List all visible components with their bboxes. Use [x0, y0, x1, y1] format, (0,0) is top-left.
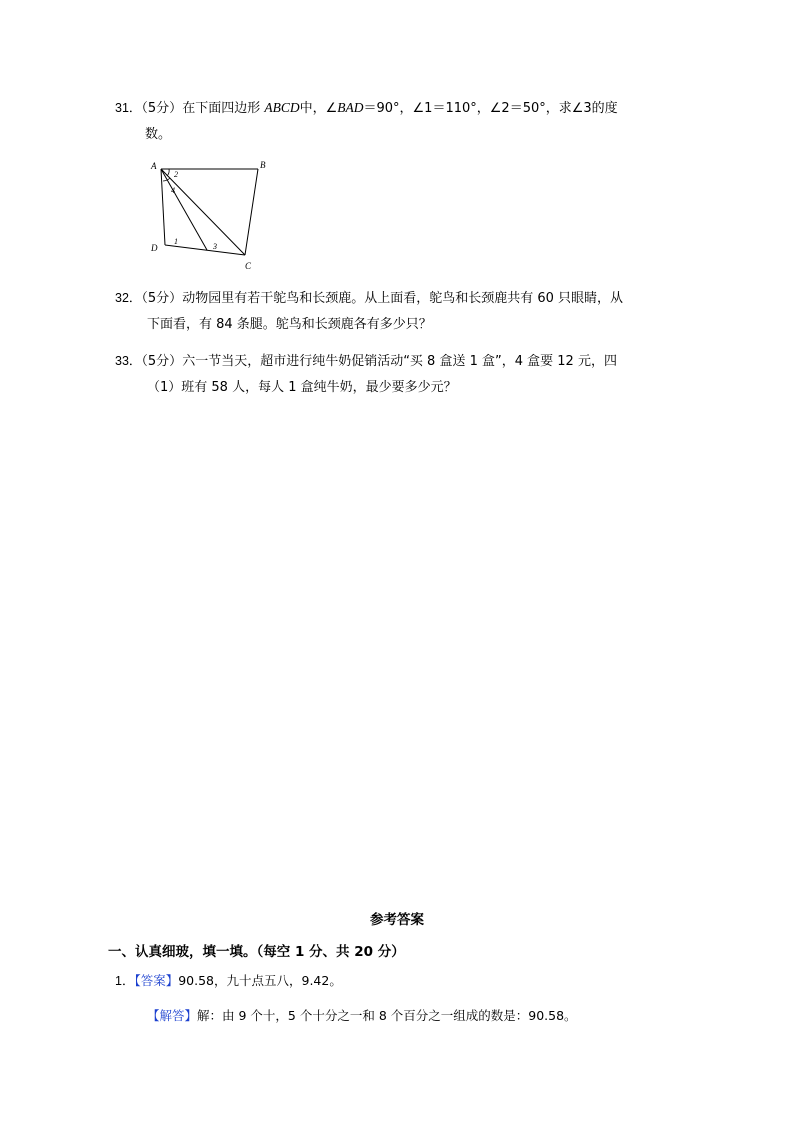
question-33: [115, 348, 680, 400]
question-31-text-line2: 数。: [145, 127, 172, 142]
answer-item-1: [115, 968, 685, 994]
question-31: [115, 95, 680, 278]
question-31-score: （5分）: [141, 101, 183, 116]
label-3: 3: [213, 242, 217, 251]
answers-title: 参考答案: [370, 912, 424, 928]
answer-1-explain-text: 解：由 9 个十，5 个十分之一和 8 个百分之一组成的数是：90.58。: [197, 1008, 577, 1023]
label-1: 1: [174, 237, 178, 246]
question-31-line-2: [115, 121, 680, 147]
question-33-score: （5分）: [141, 354, 183, 369]
question-33-line-2: [115, 374, 680, 400]
question-31-text-c: ＝90°，∠1＝110°，∠2＝50°，求∠3的度: [363, 101, 618, 116]
answer-1-text: 90.58，九十点五八，9.42。: [178, 973, 342, 988]
label-2: 2: [174, 170, 178, 179]
question-33-line-1: [115, 348, 680, 374]
answers-section-heading: 一、认真细玻，填一填。（每空 1 分、共 20 分）: [108, 944, 405, 960]
question-31-italic-bad: BAD: [337, 100, 364, 115]
question-31-number: 31．: [115, 101, 142, 115]
answer-1-explain-tag: 【解答】: [147, 1008, 198, 1023]
question-31-italic-abcd: ABCD: [264, 100, 300, 115]
question-32: [115, 285, 680, 337]
question-32-line-2: [115, 311, 680, 337]
question-32-text-line2: 下面看，有 84 条腿。鸵鸟和长颈鹿各有多少只？: [147, 317, 432, 332]
label-A: A: [151, 161, 157, 171]
label-B: B: [260, 160, 266, 170]
question-32-number: 32．: [115, 291, 142, 305]
question-33-text-line1: 六一节当天，超市进行纯牛奶促销活动“买 8 盒送 1 盒”，4 盒要 12 元，四: [182, 354, 617, 369]
label-C: C: [245, 261, 252, 271]
question-31-text-a: 在下面四边形: [182, 101, 265, 116]
label-D: D: [151, 243, 158, 253]
question-31-line-1: [115, 95, 680, 121]
quadrilateral-svg: [143, 157, 373, 272]
label-4: 4: [171, 186, 175, 195]
question-32-line-1: [115, 285, 680, 311]
answer-1-tag: 【答案】: [134, 973, 179, 988]
question-32-text-line1: 动物园里有若干鸵鸟和长颈鹿。从上面看，鸵鸟和长颈鹿共有 60 只眼睛，从: [182, 291, 623, 306]
question-32-score: （5分）: [141, 291, 183, 306]
question-33-text-line2: （1）班有 58 人，每人 1 盒纯牛奶，最少要多少元？: [147, 380, 457, 395]
question-33-number: 33．: [115, 354, 142, 368]
question-31-text-b: 中，∠: [299, 101, 338, 116]
answer-item-1-explanation: [147, 1003, 687, 1028]
answer-1-number: 1．: [115, 974, 135, 988]
quadrilateral-figure: [143, 157, 373, 272]
